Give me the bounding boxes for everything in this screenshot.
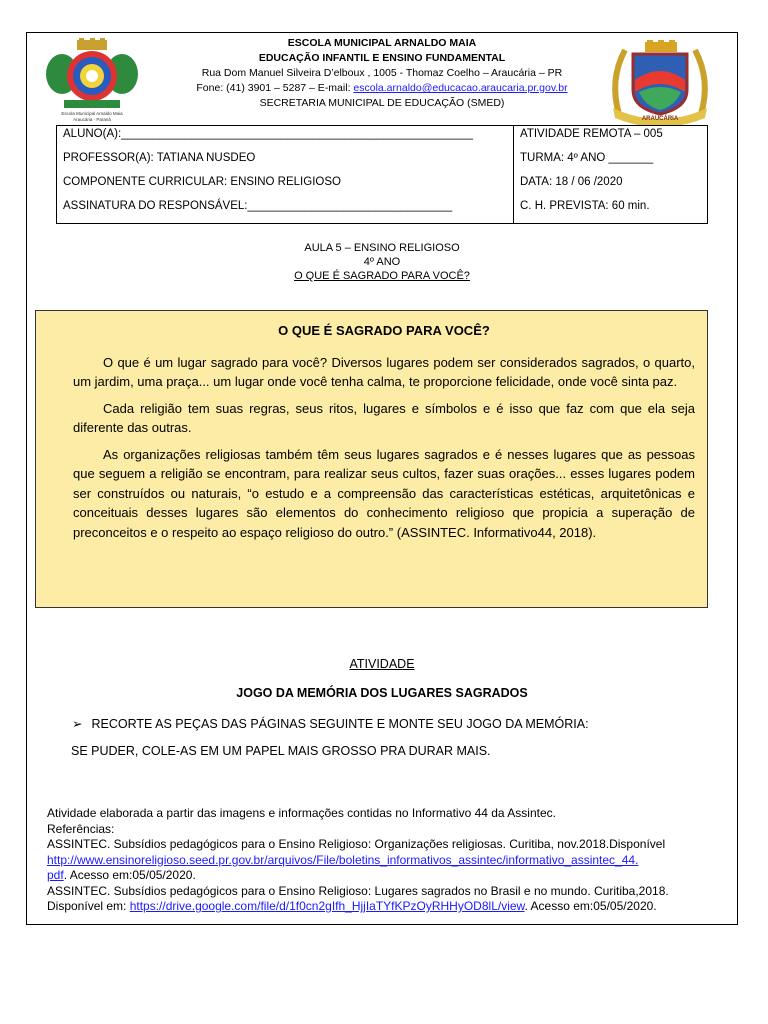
- reference-2-access: . Acesso em:05/05/2020.: [524, 899, 657, 913]
- reference-2-text: ASSINTEC. Subsídios pedagógicos para o Ensino Religioso: Lugares sagrados no Brasil e no mundo. Curitiba,2018.: [47, 883, 669, 898]
- expected-workload: C. H. PREVISTA: 60 min.: [520, 200, 650, 212]
- info-right-column: [514, 126, 708, 223]
- svg-text:ARAUCÁRIA: ARAUCÁRIA: [641, 116, 679, 122]
- student-name-field[interactable]: ALUNO(A):_______________________________________________________: [63, 128, 473, 140]
- student-info-table: [56, 125, 708, 224]
- reference-2-link[interactable]: https://drive.google.com/file/d/1f0cn2gIfh_HjjIaTYfKPzOyRHHyOD8lL/view: [129, 899, 525, 913]
- date: DATA: 18 / 06 /2020: [520, 176, 623, 188]
- class-field[interactable]: TURMA: 4º ANO _______: [520, 152, 654, 164]
- svg-text:Escola Municipal Arnaldo Maia: Escola Municipal Arnaldo Maia: [61, 111, 123, 116]
- reference-1-link[interactable]: http://www.ensinoreligioso.seed.pr.gov.br/arquivos/File/boletins_informativos_assintec/informativo_assintec_44.: [47, 852, 639, 867]
- arrow-bullet-icon: ➢: [72, 717, 83, 731]
- teacher-name: PROFESSOR(A): TATIANA NUSDEO: [63, 152, 256, 164]
- reading-title: O QUE É SAGRADO PARA VOCÊ?: [278, 323, 490, 338]
- reference-1-text: ASSINTEC. Subsídios pedagógicos para o Ensino Religioso: Organizações religiosas. Curitiba, nov.2018.Disponível: [47, 837, 666, 851]
- reading-paragraph-3: As organizações religiosas também têm seus lugares sagrados e é nesses lugares que as pessoas que seguem a religião se encontram, para realizar seus cultos, fazer suas orações... esses lugares podem ser construídos ou naturais, “o estudo e a compreensão das características estéticas, arquitetônicas e conceituais desses lugares são elementos do conhecimento religioso que propicia a superação de preconceitos e o respeito ao espaço religioso do outro.” (ASSINTEC. Informativo44, 2018).: [73, 446, 695, 540]
- reference-2-prefix: Disponível em:: [47, 899, 130, 913]
- references-section: [47, 806, 722, 915]
- contact-line: [26, 81, 738, 96]
- phone-label: Fone: (41) 3901 – 5287 – E-mail:: [196, 82, 354, 94]
- reference-1-access: . Acesso em:05/05/2020.: [63, 868, 196, 882]
- reference-2-link-line: [47, 899, 722, 915]
- lesson-title: AULA 5 – ENSINO RELIGIOSO: [304, 242, 460, 254]
- svg-text:Araucária - Paraná: Araucária - Paraná: [73, 117, 111, 122]
- guardian-signature-field[interactable]: ASSINATURA DO RESPONSÁVEL:________________________________: [63, 200, 453, 212]
- activity-title: JOGO DA MEMÓRIA DOS LUGARES SAGRADOS: [236, 686, 528, 700]
- reference-1-link-line: [47, 853, 722, 869]
- secretariat: SECRETARIA MUNICIPAL DE EDUCAÇÃO (SMED): [259, 97, 505, 109]
- school-name: ESCOLA MUNICIPAL ARNALDO MAIA: [287, 37, 477, 49]
- activity-heading: ATIVIDADE: [349, 657, 415, 671]
- instruction-glue: SE PUDER, COLE-AS EM UM PAPEL MAIS GROSSO PRA DURAR MAIS.: [71, 744, 491, 758]
- reading-paragraph-1: O que é um lugar sagrado para você? Diversos lugares podem ser considerados sagrados, o quarto, um jardim, uma praça... um lugar onde você tenha calma, te proporcione felicidade, onde você sinta paz.: [73, 354, 695, 389]
- references-note: Atividade elaborada a partir das imagens e informações contidas no Informativo 44 da Assintec.: [47, 806, 556, 820]
- reference-1-link-end[interactable]: pdf: [47, 868, 64, 882]
- remote-activity-number: ATIVIDADE REMOTA – 005: [520, 128, 663, 140]
- info-left-column: [57, 126, 514, 223]
- lesson-topic: O QUE É SAGRADO PARA VOCÊ?: [294, 270, 470, 282]
- instruction-cut-pieces: [72, 716, 589, 731]
- education-level: EDUCAÇÃO INFANTIL E ENSINO FUNDAMENTAL: [258, 52, 506, 64]
- reference-1-access-line: [47, 868, 722, 884]
- instruction-1-text: RECORTE AS PEÇAS DAS PÁGINAS SEGUINTE E MONTE SEU JOGO DA MEMÓRIA:: [91, 717, 589, 731]
- reading-box: [35, 310, 708, 608]
- school-address: Rua Dom Manuel Silveira D’elboux , 1005 - Thomaz Coelho – Araucária – PR: [201, 67, 563, 79]
- reading-paragraph-2: Cada religião tem suas regras, seus ritos, lugares e símbolos e é isso que faz com que ela seja diferente das outras.: [73, 400, 695, 435]
- curricular-component: COMPONENTE CURRICULAR: ENSINO RELIGIOSO: [63, 176, 341, 188]
- lesson-heading: [26, 241, 738, 283]
- lesson-grade: 4º ANO: [363, 256, 401, 268]
- email-link[interactable]: escola.arnaldo@educacao.araucaria.pr.gov.br: [353, 82, 568, 94]
- references-label: Referências:: [47, 821, 115, 836]
- school-header: [26, 36, 738, 111]
